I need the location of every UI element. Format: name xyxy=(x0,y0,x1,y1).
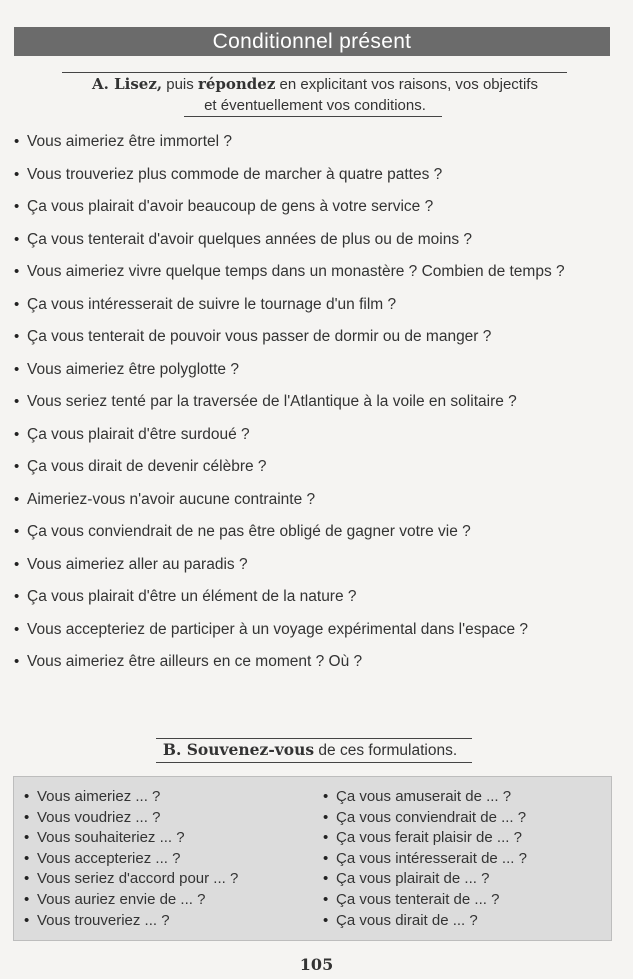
list-item: • Vous voudriez ... ? xyxy=(24,808,238,829)
list-item: • Vous aimeriez être polyglotte ? xyxy=(14,359,604,380)
list-item: • Vous accepteriez ... ? xyxy=(24,849,238,870)
list-item: • Ça vous ferait plaisir de ... ? xyxy=(323,828,527,849)
list-item: • Vous aimeriez être ailleurs en ce moment ? Où ? xyxy=(14,651,604,672)
list-item: • Ça vous plairait d'être un élément de la nature ? xyxy=(14,586,604,607)
formulas-box xyxy=(13,776,612,941)
section-a-bottom-rule xyxy=(184,116,442,117)
section-a-verb: répondez xyxy=(197,75,276,93)
list-item: • Ça vous plairait d'avoir beaucoup de gens à votre service ? xyxy=(14,196,604,217)
formulas-left-column xyxy=(24,787,238,931)
section-a-top-rule xyxy=(62,72,567,73)
question-list xyxy=(14,131,604,684)
list-item: • Ça vous dirait de devenir célèbre ? xyxy=(14,456,604,477)
list-item: • Vous aimeriez vivre quelque temps dans un monastère ? Combien de temps ? xyxy=(14,261,567,282)
list-item: • Ça vous plairait de ... ? xyxy=(323,869,527,890)
section-a-label: A. Lisez, xyxy=(92,75,163,93)
list-item: • Ça vous conviendrait de ... ? xyxy=(323,808,527,829)
page-title: Conditionnel présent xyxy=(14,27,610,56)
list-item: • Ça vous intéresserait de ... ? xyxy=(323,849,527,870)
list-item: • Ça vous intéresserait de suivre le tournage d'un film ? xyxy=(14,294,604,315)
section-b-top-rule xyxy=(156,738,472,739)
list-item: • Vous trouveriez plus commode de marcher à quatre pattes ? xyxy=(14,164,604,185)
section-b-bottom-rule xyxy=(156,762,472,763)
section-a-text-3: en explicitant vos raisons, vos objectifs xyxy=(275,76,538,93)
section-a-text-1: puis xyxy=(162,76,198,93)
list-item: • Ça vous conviendrait de ne pas être obligé de gagner votre vie ? xyxy=(14,521,604,542)
list-item: • Ça vous tenterait de pouvoir vous passer de dormir ou de manger ? xyxy=(14,326,604,347)
section-b-instructions xyxy=(60,740,560,761)
list-item: • Vous aimeriez aller au paradis ? xyxy=(14,554,604,575)
list-item: • Ça vous plairait d'être surdoué ? xyxy=(14,424,604,445)
section-a-instructions xyxy=(40,74,590,116)
list-item: • Vous aimeriez ... ? xyxy=(24,787,238,808)
page-number: 105 xyxy=(299,955,334,974)
list-item: • Vous trouveriez ... ? xyxy=(24,911,238,932)
section-a-line-2: et éventuellement vos conditions. xyxy=(204,97,426,114)
section-b-label: B. Souvenez-vous xyxy=(162,740,315,759)
list-item: • Vous seriez d'accord pour ... ? xyxy=(24,869,238,890)
list-item: • Vous souhaiteriez ... ? xyxy=(24,828,238,849)
list-item: • Vous accepteriez de participer à un voyage expérimental dans l'espace ? xyxy=(14,619,604,640)
list-item: • Ça vous tenterait d'avoir quelques années de plus ou de moins ? xyxy=(14,229,604,250)
section-a-line-1 xyxy=(40,74,590,95)
list-item: • Ça vous tenterait de ... ? xyxy=(323,890,527,911)
list-item: • Vous auriez envie de ... ? xyxy=(24,890,238,911)
section-b-text: de ces formulations. xyxy=(314,742,458,759)
list-item: • Ça vous amuserait de ... ? xyxy=(323,787,527,808)
list-item: • Aimeriez-vous n'avoir aucune contrainte ? xyxy=(14,489,604,510)
list-item: • Vous aimeriez être immortel ? xyxy=(14,131,604,152)
list-item: • Ça vous dirait de ... ? xyxy=(323,911,527,932)
formulas-right-column xyxy=(323,787,527,931)
list-item: • Vous seriez tenté par la traversée de l'Atlantique à la voile en solitaire ? xyxy=(14,391,604,412)
